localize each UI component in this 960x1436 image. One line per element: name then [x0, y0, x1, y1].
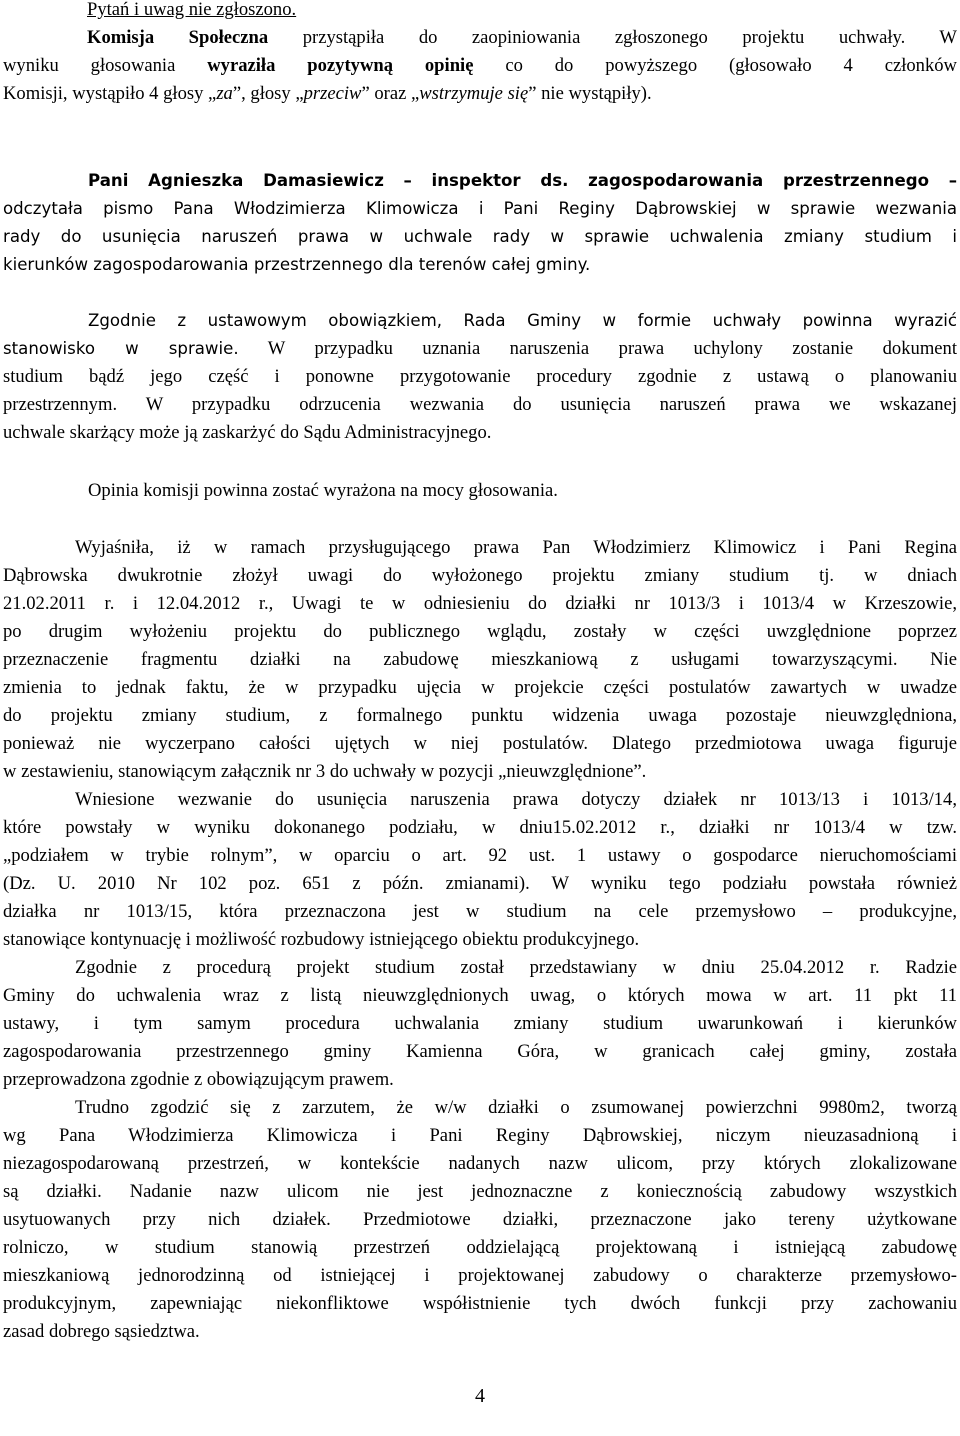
body-line-12: „podziałem w trybie rolnym”, w oparciu o art. 92 ust. 1 ustawy o gospodarce nieruchomościami — [3, 845, 957, 866]
body-line-6: zmienia to jednak faktu, że w przypadku ujęcia w projekcie części postulatów zawartych w uwadze — [3, 677, 957, 698]
body-line-9: w zestawieniu, stanowiącym załącznik nr 3 do uchwały w pozycji „nieuwzględnione”. — [3, 761, 647, 782]
body-line-24: są działki. Nadanie nazw ulicom nie jest jednoznaczne z koniecznością zabudowy wszystkich — [3, 1181, 957, 1202]
speaker-line-3: rady do usunięcia naruszeń prawa w uchwale rady w sprawie uchwalenia zmiany studium i — [3, 227, 957, 246]
speaker-line-2: odczytała pismo Pana Włodzimierza Klimowicza i Pani Reginy Dąbrowskiej w sprawie wezwania — [3, 199, 957, 218]
body-line-1: Wyjaśniła, iż w ramach przysługującego prawa Pan Włodzimierz Klimowicz i Pani Regina — [75, 537, 957, 558]
body-line-4: po drugim wyłożeniu projektu do publicznego wglądu, zostały w części uwzględnione poprzez — [3, 621, 957, 642]
body-line-2: Dąbrowska dwukrotnie złożył uwagi do wyłożonego projektu zmiany studium tj. w dniach — [3, 565, 957, 586]
body-line-8: ponieważ nie wyczerpano całości ujętych w niej postulatów. Dlatego przedmiotowa uwaga figuruje — [3, 733, 957, 754]
body-line-22: wg Pana Włodzimierza Klimowicza i Pani Reginy Dąbrowskiej, niczym nieuzasadnioną i — [3, 1125, 957, 1146]
body-line-18: ustawy, i tym samym procedura uchwalania zmiany studium uwarunkowań i kierunków — [3, 1013, 957, 1034]
statutory-line-5: uchwale skarżący może ją zaskarżyć do Sądu Administracyjnego. — [3, 422, 492, 443]
body-line-19: zagospodarowania przestrzennego gminy Kamienna Góra, w granicach całej gminy, została — [3, 1041, 957, 1062]
no-questions-line: Pytań i uwag nie zgłoszono. — [87, 0, 297, 20]
committee-line-1: Komisja Społeczna przystąpiła do zaopiniowania zgłoszonego projektu uchwały. W — [87, 27, 957, 48]
body-line-21: Trudno zgodzić się z zarzutem, że w/w działki o zsumowanej powierzchni 9980m2, tworzą — [75, 1097, 957, 1118]
body-line-3: 21.02.2011 r. i 12.04.2012 r., Uwagi te w odniesieniu do działki nr 1013/3 i 1013/4 w Krzeszowie, — [3, 593, 957, 614]
body-line-25: usytuowanych przy nich działek. Przedmiotowe działki, przeznaczone jako tereny użytkowane — [3, 1209, 957, 1230]
body-line-23: niezagospodarowaną przestrzeń, w kontekście nadanych nazw ulicom, przy których zlokalizowane — [3, 1153, 957, 1174]
speaker-heading: Pani Agnieszka Damasiewicz – inspektor ds. zagospodarowania przestrzennego – — [88, 171, 957, 190]
page-number: 4 — [475, 1385, 485, 1407]
body-line-11: które powstały w wyniku dokonanego podziału, w dniu15.02.2012 r., działki nr 1013/4 w tzw. — [3, 817, 957, 838]
committee-line-2: wyniku głosowania wyraziła pozytywną opinię co do powyższego (głosowało 4 członków — [3, 55, 957, 76]
statutory-line-1: Zgodnie z ustawowym obowiązkiem, Rada Gminy w formie uchwały powinna wyrazić — [88, 311, 957, 330]
body-line-16: Zgodnie z procedurą projekt studium został przedstawiany w dniu 25.04.2012 r. Radzie — [75, 957, 957, 978]
statutory-line-3: studium bądź jego część i ponowne przygotowanie procedury zgodnie z ustawą o planowaniu — [3, 366, 957, 387]
body-line-15: stanowiące kontynuację i możliwość rozbudowy istniejącego obiektu produkcyjnego. — [3, 929, 640, 950]
body-line-28: produkcyjnym, zapewniając niekonfliktowe współistnienie tych dwóch funkcji przy zachowaniu — [3, 1293, 957, 1314]
statutory-line-4: przestrzennym. W przypadku odrzucenia wezwania do usunięcia naruszeń prawa we wskazanej — [3, 394, 957, 415]
body-line-27: mieszkaniową jednorodzinną od istniejącej i projektowanej zabudowy o charakterze przemysłowo- — [3, 1265, 957, 1286]
body-line-20: przeprowadzona zgodnie z obowiązującym prawem. — [3, 1069, 394, 1090]
speaker-line-4: kierunków zagospodarowania przestrzennego dla terenów całej gminy. — [3, 255, 591, 274]
body-line-14: działka nr 1013/15, która przeznaczona jest w studium na cele przemysłowo – produkcyjne, — [3, 901, 957, 922]
body-line-13: (Dz. U. 2010 Nr 102 poz. 651 z późn. zmianami). W wyniku tego podziału powstała również — [3, 873, 957, 894]
body-line-29: zasad dobrego sąsiedztwa. — [3, 1321, 200, 1342]
committee-line-3: Komisji, wystąpiło 4 głosy „za”, głosy „przeciw” oraz „wstrzymuje się” nie wystąpiły). — [3, 83, 652, 104]
body-line-7: do projektu zmiany studium, z formalnego punktu widzenia uwaga pozostaje nieuwzględniona, — [3, 705, 957, 726]
opinion-line: Opinia komisji powinna zostać wyrażona na mocy głosowania. — [88, 480, 558, 501]
body-line-26: rolniczo, w studium stanowią przestrzeń oddzielającą projektowaną i istniejącą zabudowę — [3, 1237, 957, 1258]
statutory-line-2: stanowisko w sprawie. W przypadku uznania naruszenia prawa uchylony zostanie dokument — [3, 338, 957, 359]
body-line-10: Wniesione wezwanie do usunięcia naruszenia prawa dotyczy działek nr 1013/13 i 1013/14, — [75, 789, 957, 810]
body-line-5: przeznaczenie fragmentu działki na zabudowę mieszkaniową z usługami towarzyszącymi. Nie — [3, 649, 957, 670]
body-line-17: Gminy do uchwalenia wraz z listą nieuwzględnionych uwag, o których mowa w art. 11 pkt 11 — [3, 985, 957, 1006]
